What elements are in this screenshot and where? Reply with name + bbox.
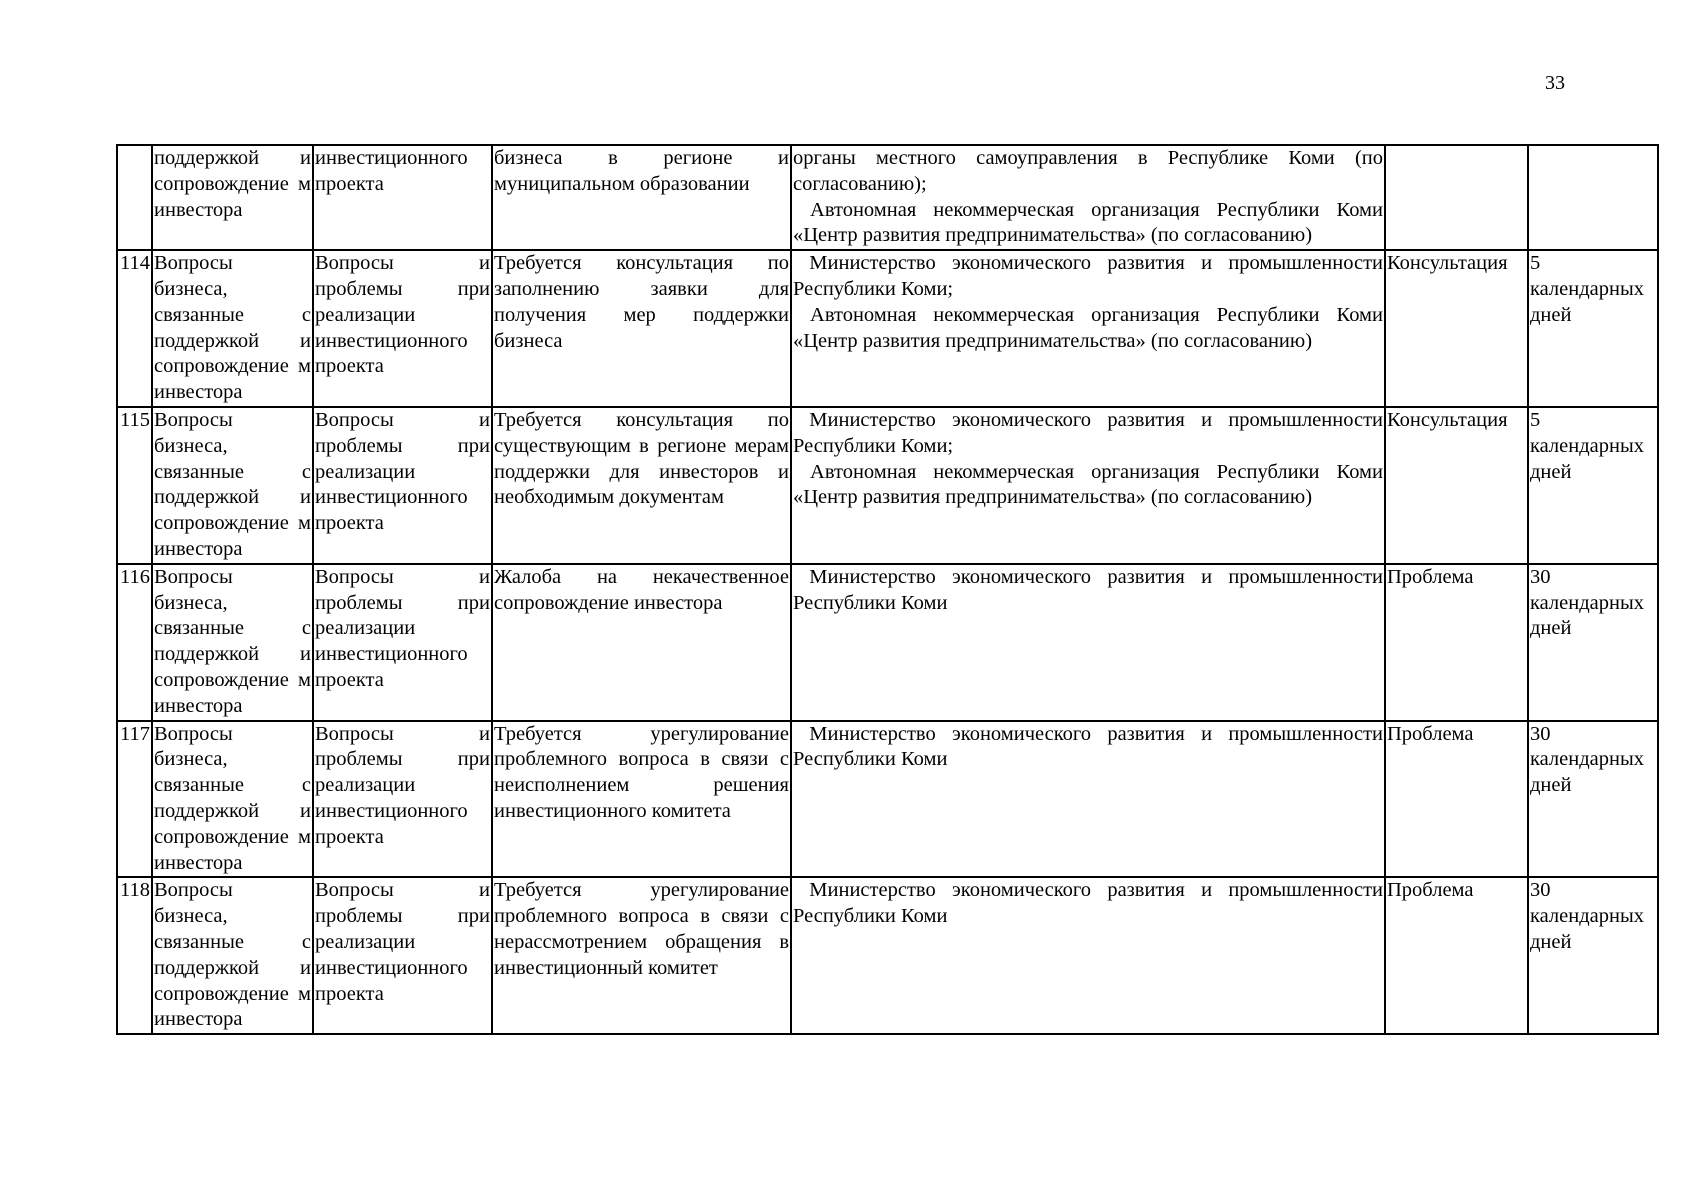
term-cell [1528,145,1658,250]
term-cell: 5 календарных дней [1528,250,1658,407]
row-number: 117 [117,721,152,878]
responsible-text: Министерство экономического развития и промышленности Республики Коми; Автономная некоммерческая организация Республики Коми «Центр развития предпринимательства» (по согласованию) [793,408,1384,509]
type-cell: Проблема [1385,564,1528,721]
table-body [117,145,1658,1034]
subcategory-cell: Вопросы и проблемы при реализации инвестиционного проекта [313,877,492,1034]
responsible-cell [791,145,1385,250]
description-cell: Требуется консультация по существующим в регионе мерам поддержки для инвесторов и необходимым документам [492,407,791,564]
responsible-text: органы местного самоуправления в Республике Коми (по согласованию); Автономная некоммерческая организация Республики Коми «Центр развития предпринимательства» (по согласованию) [793,147,1383,247]
description-cell: Требуется урегулирование проблемного вопроса в связи с нерассмотрением обращения в инвестиционный комитет [492,877,791,1034]
table-row [117,564,1658,721]
table-row [117,145,1658,250]
term-cell: 5 календарных дней [1528,407,1658,564]
subcategory-cell: Вопросы и проблемы при реализации инвестиционного проекта [313,407,492,564]
category-cell: поддержкой и сопровождение м инвестора [152,145,313,250]
subcategory-cell: Вопросы и проблемы при реализации инвестиционного проекта [313,564,492,721]
responsible-cell [791,407,1385,564]
responsible-text: Министерство экономического развития и промышленности Республики Коми [793,722,1389,771]
responsible-text: Министерство экономического развития и промышленности Республики Коми [793,879,1389,928]
term-cell: 30 календарных дней [1528,564,1658,721]
responsible-cell [791,250,1385,407]
row-number: 116 [117,564,152,721]
subcategory-cell: Вопросы и проблемы при реализации инвестиционного проекта [313,721,492,878]
type-cell [1385,145,1528,250]
table-row [117,721,1658,878]
description-cell: Жалоба на некачественное сопровождение инвестора [492,564,791,721]
row-number [117,145,152,250]
subcategory-cell: инвестиционного проекта [313,145,492,250]
type-cell: Проблема [1385,877,1528,1034]
row-number: 118 [117,877,152,1034]
category-cell: Вопросы бизнеса, связанные с поддержкой и сопровождение м инвестора [152,250,313,407]
row-number: 114 [117,250,152,407]
description-cell: Требуется урегулирование проблемного вопроса в связи с неисполнением решения инвестиционного комитета [492,721,791,878]
responsible-text: Министерство экономического развития и промышленности Республики Коми [793,565,1389,614]
description-cell: бизнеса в регионе и муниципальном образовании [492,145,791,250]
subcategory-cell: Вопросы и проблемы при реализации инвестиционного проекта [313,250,492,407]
responsible-cell [791,877,1389,1034]
type-cell: Проблема [1385,721,1528,878]
category-cell: Вопросы бизнеса, связанные с поддержкой и сопровождение м инвестора [152,407,313,564]
term-cell: 30 календарных дней [1528,721,1658,878]
page-number: 33 [1545,72,1565,94]
responsible-cell [791,564,1389,721]
category-cell: Вопросы бизнеса, связанные с поддержкой и сопровождение м инвестора [152,877,313,1034]
term-cell: 30 календарных дней [1528,877,1658,1034]
type-cell: Консультация [1385,407,1528,564]
table-row [117,407,1658,564]
responsible-text: Министерство экономического развития и промышленности Республики Коми; Автономная некоммерческая организация Республики Коми «Центр развития предпринимательства» (по согласованию) [793,252,1384,352]
category-cell: Вопросы бизнеса, связанные с поддержкой и сопровождение м инвестора [152,564,313,721]
responsible-cell [791,721,1389,878]
category-cell: Вопросы бизнеса, связанные с поддержкой и сопровождение м инвестора [152,721,313,878]
table-row [117,877,1658,1034]
requests-table [116,144,1659,1035]
description-cell: Требуется консультация по заполнению заявки для получения мер поддержки бизнеса [492,250,791,407]
row-number: 115 [117,407,152,564]
type-cell: Консультация [1385,250,1528,407]
table-row [117,250,1658,407]
